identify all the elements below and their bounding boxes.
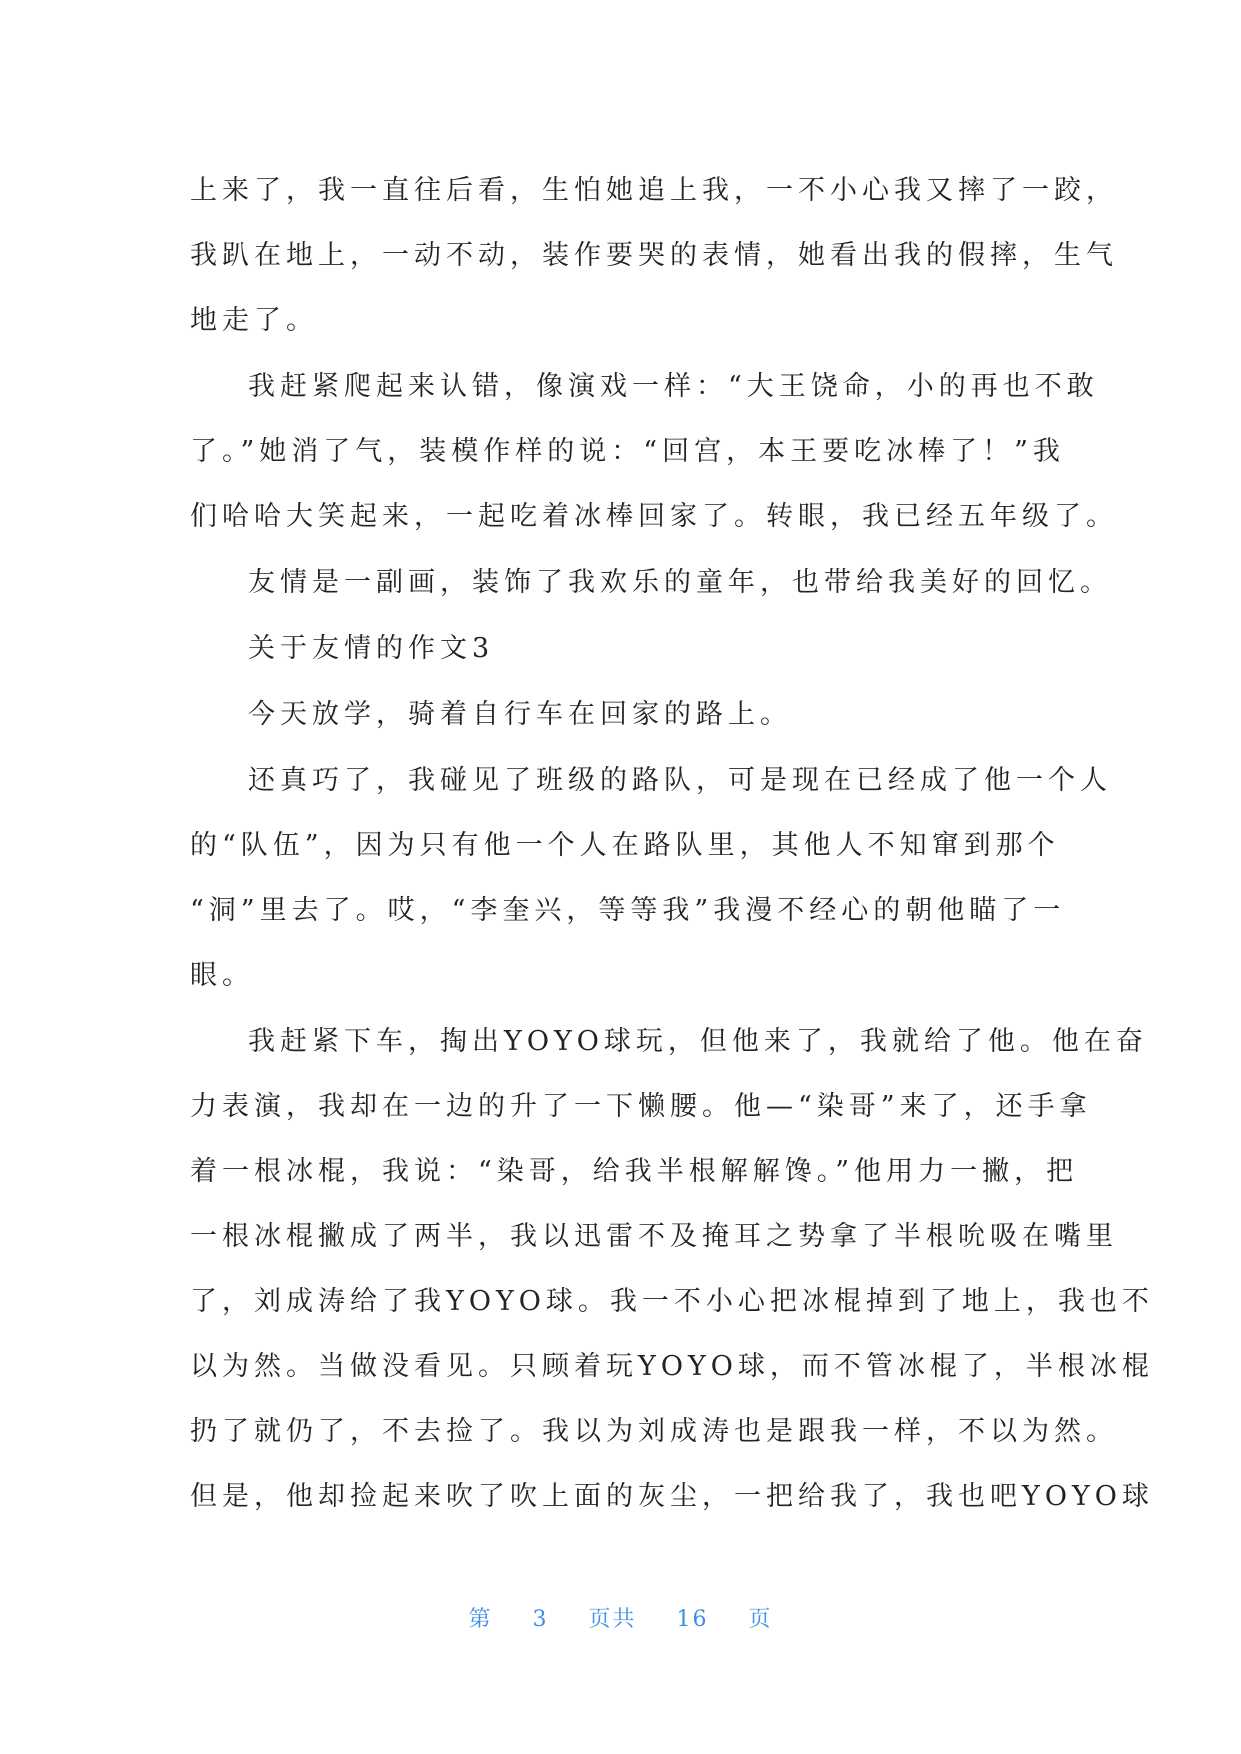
text-line: 关于友情的作文3 <box>248 633 495 664</box>
footer-prefix: 第 <box>468 1607 493 1632</box>
text-line: 友情是一副画，装饰了我欢乐的童年，也带给我美好的回忆。 <box>248 567 1112 598</box>
text-line: “洞”里去了。哎，“李奎兴，等等我”我漫不经心的朝他瞄了一 <box>190 895 1066 926</box>
text-line: 眼。 <box>190 960 254 991</box>
page-footer <box>0 1602 1241 1633</box>
text-line: 但是，他却捡起来吹了吹上面的灰尘，一把给我了，我也吧YOYO球 <box>190 1481 1154 1512</box>
paragraph <box>190 354 1118 549</box>
text-line: 的“队伍”，因为只有他一个人在路队里，其他人不知窜到那个 <box>190 830 1060 861</box>
text-line: 地走了。 <box>190 305 318 336</box>
text-line: 力表演，我却在一边的升了一下懒腰。他—“染哥”来了，还手拿 <box>190 1091 1092 1122</box>
paragraph <box>190 158 1118 353</box>
text-line: 以为然。当做没看见。只顾着玩YOYO球，而不管冰棍了，半根冰棍 <box>190 1351 1154 1382</box>
text-line: 一根冰棍撇成了两半，我以迅雷不及掩耳之势拿了半根吮吸在嘴里 <box>190 1221 1118 1252</box>
text-line: 了。”她消了气，装模作样的说：“回宫，本王要吃冰棒了！”我 <box>190 436 1065 467</box>
paragraph <box>190 550 1112 615</box>
paragraph <box>190 748 1112 1008</box>
footer-middle: 页共 <box>588 1607 637 1632</box>
text-line: 上来了，我一直往后看，生怕她追上我，一不小心我又摔了一跤， <box>190 175 1118 206</box>
text-line: 了，刘成涛给了我YOYO球。我一不小心把冰棍掉到了地上，我也不 <box>190 1286 1154 1317</box>
total-page-number: 16 <box>676 1607 709 1632</box>
text-line: 扔了就仍了，不去捡了。我以为刘成涛也是跟我一样，不以为然。 <box>190 1416 1118 1447</box>
document-body <box>190 158 1154 1530</box>
current-page-number: 3 <box>532 1607 549 1632</box>
section-heading <box>190 616 1060 681</box>
text-line: 还真巧了，我碰见了班级的路队，可是现在已经成了他一个人 <box>248 765 1112 796</box>
text-line: 我趴在地上，一动不动，装作要哭的表情，她看出我的假摔，生气 <box>190 240 1118 271</box>
text-line: 们哈哈大笑起来，一起吃着冰棒回家了。转眼，我已经五年级了。 <box>190 501 1118 532</box>
paragraph <box>190 682 1060 747</box>
paragraph <box>190 1009 1154 1529</box>
text-line: 我赶紧爬起来认错，像演戏一样：“大王饶命，小的再也不敢 <box>248 371 1099 402</box>
text-line: 着一根冰棍，我说：“染哥，给我半根解解馋。”他用力一撇，把 <box>190 1156 1079 1187</box>
footer-suffix: 页 <box>748 1607 773 1632</box>
text-line: 我赶紧下车，掏出YOYO球玩，但他来了，我就给了他。他在奋 <box>248 1026 1148 1057</box>
text-line: 今天放学，骑着自行车在回家的路上。 <box>248 699 792 730</box>
